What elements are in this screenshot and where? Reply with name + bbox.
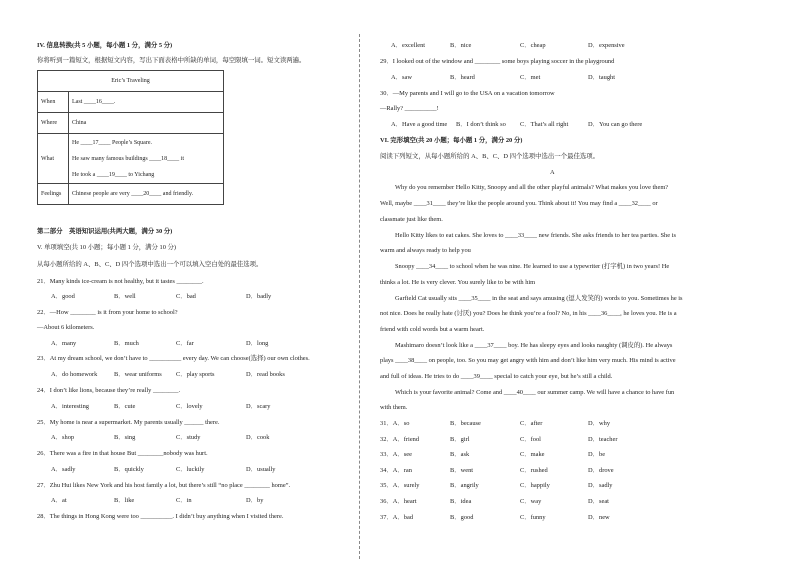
row-value: He took a ____19____ to Yichang	[72, 171, 155, 178]
option: 33．A．see	[380, 451, 412, 458]
option: 32．A．friend	[380, 436, 420, 443]
question-30: 30．—My parents and I will go to the USA on a vacation tomorrow	[380, 90, 555, 97]
option: D．long	[246, 340, 269, 347]
option: C．funny	[520, 514, 546, 521]
option: B．went	[450, 467, 474, 474]
option: B．much	[114, 340, 139, 347]
option: C．happily	[520, 482, 550, 489]
passage-line: Hello Kitty likes to eat cakes. She loves to ____33____ new friends. She asks friends to her tea parties. She is	[395, 232, 676, 239]
option: B．I don’t think so	[456, 121, 506, 128]
option: D．usually	[246, 466, 276, 473]
row-label: What	[38, 134, 69, 184]
passage-line: Why do you remember Hello Kitty, Snoopy and all the other playful animals? What makes you love them?	[395, 184, 669, 191]
option: B．ask	[450, 451, 470, 458]
passage-line: classmate just like them.	[380, 216, 443, 223]
option: B．idea	[450, 498, 472, 505]
option: D．drove	[588, 467, 614, 474]
section4-title: IV. 信息转换(共 5 小题，每小题 1 分，满分 5 分)	[37, 42, 173, 49]
option: 37．A．bad	[380, 514, 414, 521]
option: D．seat	[588, 498, 609, 505]
table-row	[38, 113, 224, 134]
option: B．nice	[450, 42, 472, 49]
option: C．met	[520, 74, 541, 81]
option: D．read books	[246, 371, 285, 378]
option: D．sadly	[588, 482, 613, 489]
option: D．be	[588, 451, 606, 458]
row-value: China	[72, 120, 87, 126]
option: D．expensive	[588, 42, 625, 49]
row-value: He ____17____ People’s Square.	[72, 139, 152, 146]
passage-line: with them.	[380, 404, 408, 411]
info-table	[37, 70, 224, 205]
option: 34．A．ran	[380, 467, 412, 474]
question-22-answer: —About 6 kilometers.	[37, 324, 95, 331]
column-divider	[359, 34, 360, 559]
option: C．lovely	[176, 403, 203, 410]
question-23: 23．At my dream school, we don’t have to __________ every day. We can choose(选择) our own clothes.	[37, 355, 310, 362]
option: C．way	[520, 498, 542, 505]
row-value: Last ____16____.	[72, 99, 116, 105]
table-row	[38, 92, 224, 113]
passage-line: Well, maybe ____31____ they’re like the people around you. Think about it! You may find a ____32____ or	[380, 200, 658, 207]
passage-line: thinks a lot. He is very clever. You surely like to be with him	[380, 279, 536, 286]
option: A．excellent	[391, 42, 426, 49]
section5-instructions: 从每小题所给的 A、B、C、D 四个选项中选出一个可以填入空白处的最佳选项。	[37, 261, 263, 268]
passage-line: Which is your favorite animal? Come and ____40____ our summer camp. We will have a chance to have fun	[395, 389, 675, 396]
option: C．That’s all right	[520, 121, 569, 128]
passage-line: plays ____38____ on people, too. So you may get angry with him and don’t like him very much. His mind is active	[380, 357, 676, 364]
option: D．scary	[246, 403, 271, 410]
option: A．good	[51, 293, 75, 300]
section4-instructions: 你将听到一篇短文，根据短文内容，写出下面表格中所缺的单词，每空限填一词。短文读两遍。	[37, 57, 306, 64]
option: D．why	[588, 420, 611, 427]
option: B．like	[114, 497, 135, 504]
table-row	[38, 184, 224, 205]
option: B．cute	[114, 403, 136, 410]
option: C．after	[520, 420, 543, 427]
passage-line: friend with cold words but a warm heart.	[380, 326, 485, 333]
passage-line: Snoopy ____34____ to school when he was nine. He learned to use a typewriter (打字机) in two years! He	[395, 263, 670, 270]
option: A．interesting	[51, 403, 89, 410]
option: C．make	[520, 451, 545, 458]
passage-line: not nice. Does he really hate (讨厌) you? Does he think you’re a fool? No, in his ____36____, he loves you. He is a	[380, 310, 677, 317]
section6-title: VI. 完形填空(共 20 小题；每小题 1 分，满分 20 分)	[380, 137, 523, 144]
option: 31．A．so	[380, 420, 410, 427]
passage-line: and full of ideas. He tries to do ____39____ special to catch your eye, but he’s still a child.	[380, 373, 613, 380]
option: C．luckily	[176, 466, 205, 473]
table-row	[38, 134, 224, 184]
row-label: Feelings	[38, 184, 69, 205]
option: A．at	[51, 497, 67, 504]
section5-title: V. 单项填空(共 10 小题；每小题 1 分，满分 10 分)	[37, 244, 177, 251]
question-21: 21．Many kinds ice-cream is not healthy, but it tastes ________.	[37, 278, 204, 285]
row-value: Chinese people are very ____20____ and friendly.	[72, 191, 194, 197]
passage-label: A	[550, 169, 555, 176]
option: B．quickly	[114, 466, 144, 473]
option: A．sadly	[51, 466, 76, 473]
option: B．because	[450, 420, 481, 427]
option: C．fool	[520, 436, 541, 443]
option: A．do homework	[51, 371, 98, 378]
row-value: He saw many famous buildings ____18____ it	[72, 155, 184, 162]
question-28: 28．The things in Hong Kong were too __________. I didn’t buy anything when I visited there.	[37, 513, 284, 520]
section6-instructions: 阅读下列短文，从每小题所给的 A、B、C、D 四个选项中选出一个最佳选项。	[380, 153, 600, 160]
option: C．play sports	[176, 371, 215, 378]
option: B．angrily	[450, 482, 479, 489]
question-24: 24．I don’t like lions, because they’re really ________.	[37, 387, 181, 394]
row-label: Where	[38, 113, 69, 134]
row-label: When	[38, 92, 69, 113]
question-25: 25．My home is near a supermarket. My parents usually ______ there.	[37, 419, 220, 426]
option: D．taught	[588, 74, 615, 81]
option: 36．A．heart	[380, 498, 417, 505]
passage-line: Mashimaro doesn’t look like a ____37____ boy. He has sleepy eyes and looks naughty (调皮的). He always	[395, 342, 673, 349]
option: C．cheap	[520, 42, 546, 49]
option: A．Have a good time	[391, 121, 448, 128]
option: B．heard	[450, 74, 475, 81]
option: C．rushed	[520, 467, 548, 474]
option: D．by	[246, 497, 264, 504]
option: C．bad	[176, 293, 196, 300]
option: A．many	[51, 340, 77, 347]
question-26: 26．There was a fire in that house But ________nobody was hurt.	[37, 450, 208, 457]
question-30-reply: —Rally? __________!	[380, 105, 439, 112]
table-title: Eric’s Traveling	[38, 71, 224, 92]
option: D．teacher	[588, 436, 618, 443]
option: C．far	[176, 340, 194, 347]
option: B．well	[114, 293, 136, 300]
question-22: 22．—How ________ is it from your home to school?	[37, 309, 178, 316]
part2-title: 第二部分 英语知识运用(共两大题，满分 30 分)	[37, 228, 173, 235]
option: D．You can go there	[588, 121, 643, 128]
passage-line: warm and always ready to help you	[380, 247, 471, 254]
option: B．sing	[114, 434, 136, 441]
option: B．girl	[450, 436, 470, 443]
option: B．wear uniforms	[114, 371, 162, 378]
option: A．saw	[391, 74, 412, 81]
option: 35．A．surely	[380, 482, 420, 489]
option: B．good	[450, 514, 474, 521]
option: C．in	[176, 497, 192, 504]
question-29: 29．I looked out of the window and ________ some boys playing soccer in the playground	[380, 58, 615, 65]
option: A．shop	[51, 434, 75, 441]
option: C．study	[176, 434, 201, 441]
option: D．cook	[246, 434, 270, 441]
passage-line: Garfield Cat usually sits ____35____ in the seat and says amusing (逗人发笑的) words to you. Sometimes he is	[395, 295, 683, 302]
question-27: 27．Zhu Hui likes New York and his host family a lot, but there’s still “no place ________ home”.	[37, 482, 291, 489]
option: D．badly	[246, 293, 272, 300]
option: D．new	[588, 514, 610, 521]
